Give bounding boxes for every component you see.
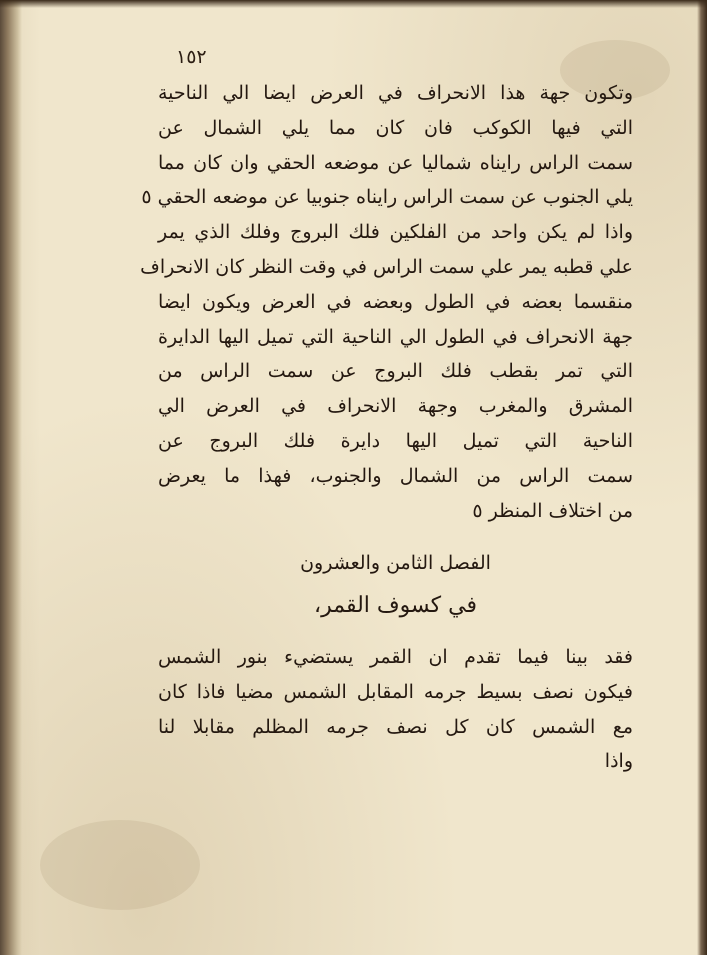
text-line: وتكون جهة هذا الانحراف في العرض ايضا الي الناحية <box>158 82 633 104</box>
page-top-edge <box>0 0 707 8</box>
text-line: التي تمر بقطب فلك البروج عن سمت الراس من <box>158 360 633 383</box>
paper-stain <box>40 820 200 910</box>
page-number: ١٥٢ <box>176 46 207 68</box>
text-line: واذا لم يكن واحد من الفلكين فلك البروج وفلك الذي يمر <box>158 221 633 244</box>
text-line: علي قطبه يمر علي سمت الراس في وقت النظر كان الانحراف <box>140 255 633 278</box>
text-line: سمت الراس من الشمال والجنوب، فهذا ما يعرض <box>158 464 633 487</box>
text-line: سمت الراس رايناه شماليا عن موضعه الحقي وان كان مما <box>158 151 633 174</box>
text-line: المشرق والمغرب وجهة الانحراف في العرض الي <box>158 395 633 418</box>
text-line: فيكون نصف بسيط جرمه المقابل الشمس مضيا فاذا كان <box>158 680 633 703</box>
paragraph-2 <box>158 640 633 779</box>
text-line: الناحية التي تميل اليها دايرة فلك البروج عن <box>158 429 633 452</box>
text-line: التي فيها الكوكب فان كان مما يلي الشمال عن <box>158 116 633 139</box>
paragraph-1 <box>140 76 633 528</box>
text-line: مع الشمس كان كل نصف جرمه المظلم مقابلا لنا <box>158 715 633 738</box>
text-line: يلي الجنوب عن سمت الراس رايناه جنوبيا عن موضعه الحقي ٥ <box>141 186 633 209</box>
section-heading: الفصل الثامن والعشرون <box>300 552 491 574</box>
page-right-edge <box>697 0 707 955</box>
text-line: جهة الانحراف في الطول الي الناحية التي تميل اليها الدايرة <box>158 325 633 348</box>
text-line: واذا <box>604 750 633 773</box>
text-line: فقد بينا فيما تقدم ان القمر يستضيء بنور الشمس <box>158 646 633 668</box>
text-line: منقسما بعضه في الطول وبعضه في العرض ويكون ايضا <box>158 290 633 313</box>
text-line: من اختلاف المنظر ٥ <box>472 499 633 522</box>
section-subheading: في كسوف القمر، <box>313 593 477 618</box>
page-binding-shadow <box>0 0 22 955</box>
